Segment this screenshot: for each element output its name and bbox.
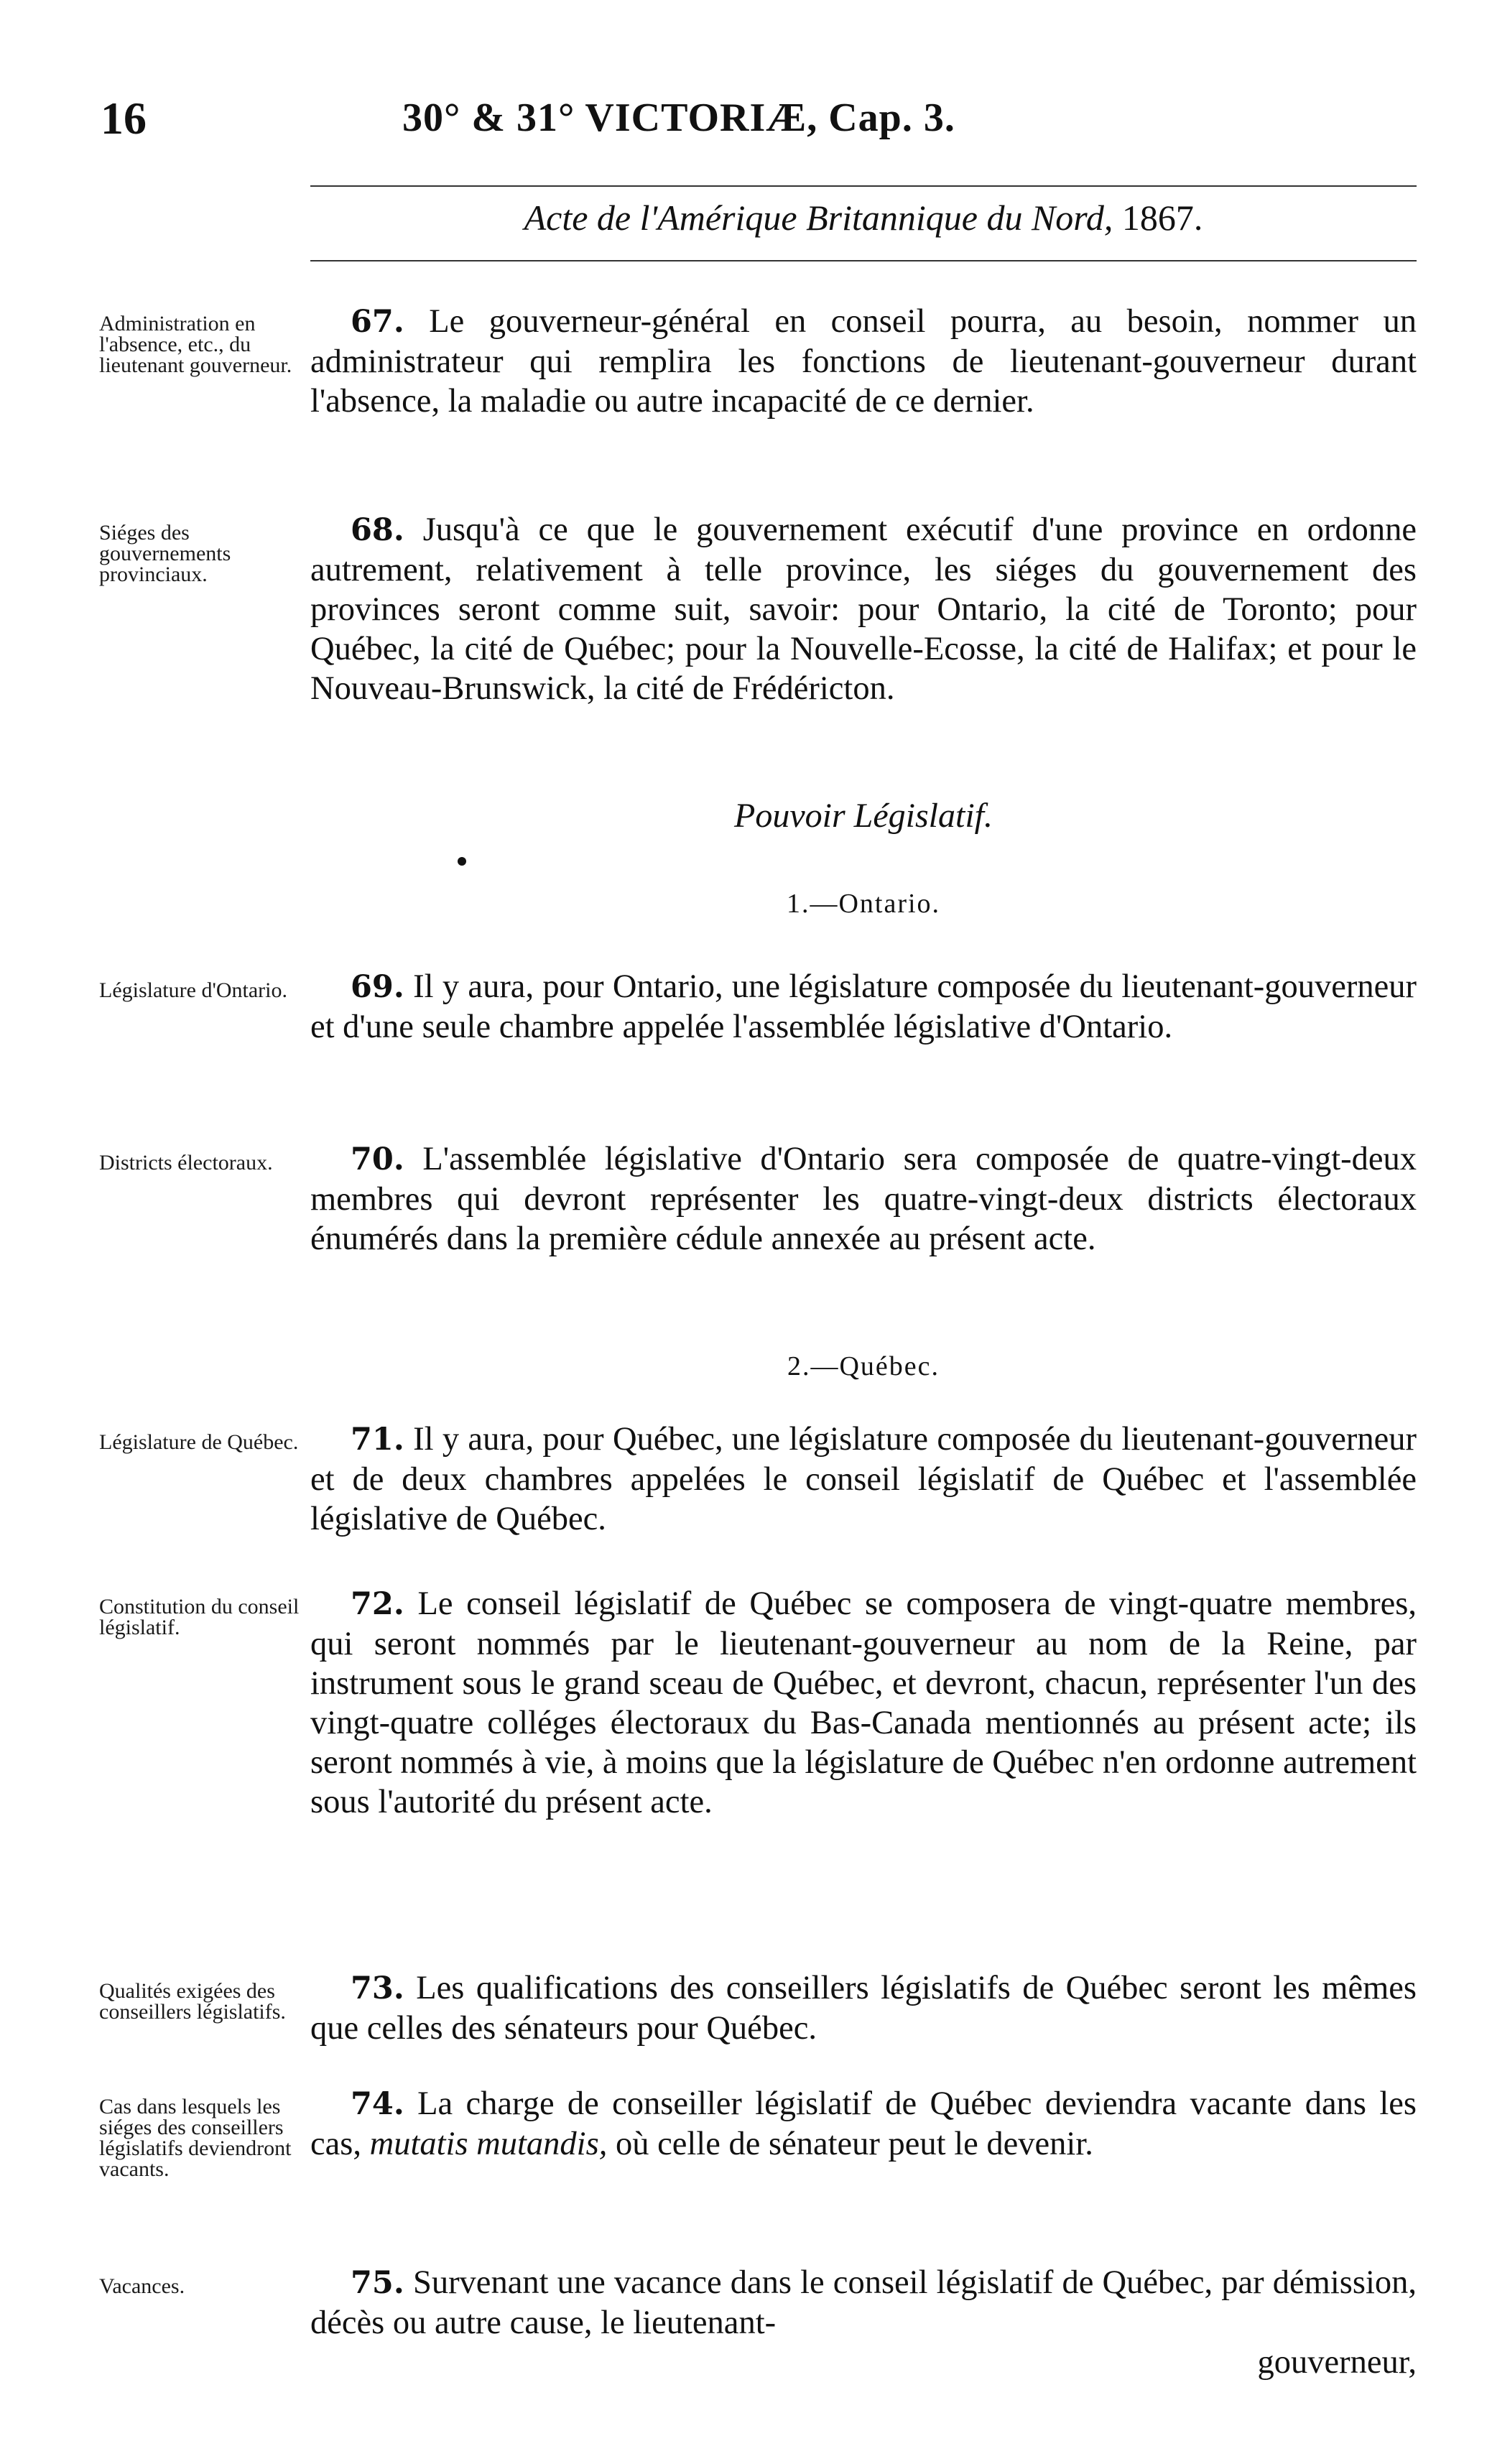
- stray-mark: [458, 857, 466, 866]
- margin-note: Qualités exigées des conseillers législatifs.: [99, 1979, 286, 2024]
- quebec-heading: 2.—Québec.: [787, 1351, 940, 1381]
- section-number: 74.: [351, 2086, 404, 2122]
- section-70: [310, 1139, 1417, 1259]
- section-text: où celle de sénateur peut le devenir.: [615, 2126, 1093, 2162]
- section-text: Survenant une vacance dans le conseil législatif de Québec, par démission, décès ou autre cause, le lieutenant-: [310, 2264, 1417, 2341]
- section-text: Les qualifications des conseillers législatifs de Québec seront les mêmes que celles des sénateurs pour Québec.: [310, 1970, 1417, 2047]
- catchword: gouverneur,: [1257, 2344, 1417, 2381]
- margin-note: Vacances.: [99, 2274, 185, 2298]
- section-68: [310, 510, 1417, 708]
- section-75: [310, 2263, 1417, 2382]
- section-73: [310, 1968, 1417, 2048]
- margin-note: Législature de Québec.: [99, 1430, 299, 1454]
- act-title-text: Acte de l'Amérique Britannique du Nord,: [524, 198, 1113, 238]
- act-year: 1867.: [1121, 198, 1203, 238]
- section-text: Il y aura, pour Québec, une législature composée du lieutenant-gouverneur et de deux chambres appelées le conseil législatif de Québec et l'assemblée législative de Québec.: [310, 1421, 1417, 1537]
- section-71: [310, 1419, 1417, 1539]
- section-69: [310, 967, 1417, 1047]
- header-rule-top: [310, 185, 1417, 187]
- section-text-italic: mutatis mutandis,: [369, 2126, 608, 2162]
- section-text: La charge de conseiller législatif de Québec deviendra vacante dans les cas,: [310, 2085, 1417, 2162]
- section-67: [310, 302, 1417, 421]
- page-number: 16: [101, 93, 147, 144]
- section-text: Jusqu'à ce que le gouvernement exécutif d'une province en ordonne autrement, relativement à telle province, les siéges du gouvernement des provinces seront comme suit, savoir: pour Ontario, la cité de Toronto; pour Québec, la cité de Québec; pour la Nouvelle-Ecosse, la cité de Halifax; et pour le Nouveau-Brunswick, la cité de Frédéricton.: [310, 511, 1417, 707]
- section-text: L'assemblée législative d'Ontario sera composée de quatre-vingt-deux membres qui devront représenter les quatre-vingt-deux districts électoraux énumérés dans la première cédule annexée au présent acte.: [310, 1141, 1417, 1257]
- section-number: 71.: [351, 1422, 404, 1458]
- margin-note: Législature d'Ontario.: [99, 978, 287, 1002]
- section-text: Le gouverneur-général en conseil pourra, au besoin, nommer un administrateur qui remplira les fonctions de lieutenant-gouverneur durant l'absence, la maladie ou autre incapacité de ce dernier.: [310, 303, 1417, 420]
- section-text: Il y aura, pour Ontario, une législature composée du lieutenant-gouverneur et d'une seule chambre appelée l'assemblée législative d'Ontario.: [310, 968, 1417, 1045]
- section-number: 70.: [351, 1141, 404, 1177]
- section-72: [310, 1584, 1417, 1822]
- section-number: 73.: [351, 1970, 404, 2006]
- header-rule-bottom: [310, 260, 1417, 261]
- ontario-heading: 1.—Ontario.: [786, 889, 941, 919]
- section-number: 75.: [351, 2265, 404, 2301]
- section-text: Le conseil législatif de Québec se composera de vingt-quatre membres, qui seront nommés par le lieutenant-gouverneur au nom de la Reine, par instrument sous le grand sceau de Québec, et devront, chacun, représenter l'un des vingt-quatre colléges électoraux du Bas-Canada mentionnés au présent acte; ils seront nommés à vie, à moins que la législature de Québec n'en ordonne autrement sous l'autorité du présent acte.: [310, 1585, 1417, 1820]
- section-number: 69.: [351, 969, 404, 1005]
- margin-note: Districts électoraux.: [99, 1151, 273, 1175]
- section-number: 68.: [351, 512, 404, 548]
- section-number: 67.: [351, 304, 404, 340]
- margin-note: Siéges des gouvernements provinciaux.: [99, 521, 231, 586]
- section-74: [310, 2084, 1417, 2164]
- margin-note: Constitution du conseil législatif.: [99, 1595, 300, 1639]
- margin-note: Cas dans lesquels les siéges des conseillers législatifs deviendront vacants.: [99, 2095, 292, 2181]
- act-title: [310, 197, 1417, 238]
- margin-note: Administration en l'absence, etc., du lieutenant gouverneur.: [99, 312, 292, 377]
- section-number: 72.: [351, 1586, 404, 1622]
- part-heading: Pouvoir Législatif.: [734, 797, 993, 835]
- running-head: 30° & 31° VICTORIÆ, Cap. 3.: [402, 96, 955, 140]
